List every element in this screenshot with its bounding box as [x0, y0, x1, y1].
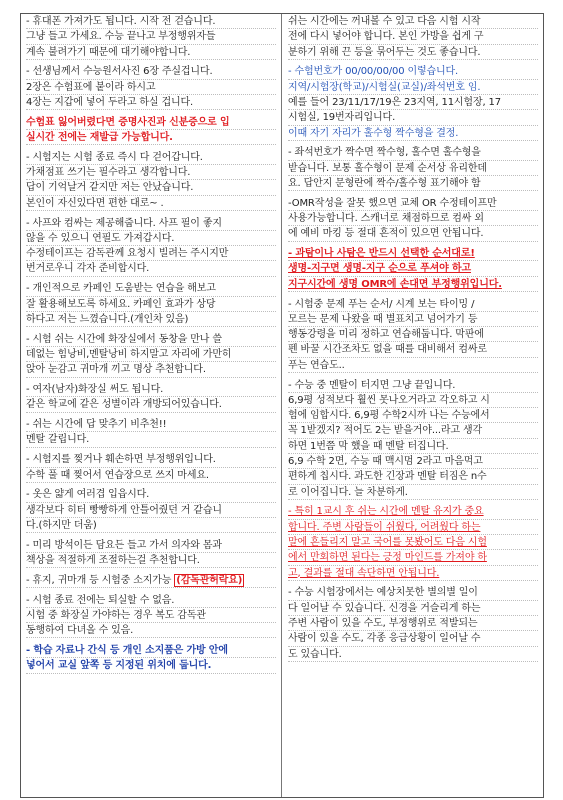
right-item-5	[288, 297, 538, 373]
text-line: 생각보다 히터 빵빵하게 안틀어줬던 거 같습니	[26, 503, 276, 518]
text-line: 시험 중 화장실 가야하는 경우 복도 감독관	[26, 608, 276, 623]
text-line: 실시간 전에는 재발급 가능합니다.	[26, 130, 276, 145]
text-line: 앉아 눈감고 귀마개 끼고 명상 추천합니다.	[26, 362, 276, 377]
left-item-13	[26, 593, 276, 639]
text-line: - 옷은 얇게 여러겹 입읍시다.	[26, 487, 276, 502]
text-line: 도 있습니다.	[288, 647, 538, 662]
text-line: 다.(하지만 더움)	[26, 518, 276, 533]
right-item-7	[288, 504, 538, 580]
text-line: 그냥 들고 가세요. 수능 끝나고 부정행위자들	[26, 29, 276, 44]
text-line: 번거로우니 각자 준비합시다.	[26, 261, 276, 276]
right-item-4	[288, 246, 538, 292]
left-item-4	[26, 216, 276, 277]
left-item-2	[26, 115, 276, 146]
right-item-0	[288, 14, 538, 60]
text-line: 잘 활용해보도록 하세요. 카페인 효과가 상당	[26, 297, 276, 312]
right-column	[282, 14, 543, 797]
text-line: 사용가능합니다. 스캐너로 채점하므로 컴싸 외	[288, 211, 538, 226]
text-line: - 과탐이나 사탐은 반드시 선택한 순서대로!	[288, 246, 538, 261]
text-line: - 개인적으로 카페인 도움받는 연습을 해보고	[26, 281, 276, 296]
text-line: 주변 사람이 있을 수도, 부정행위로 적발되는	[288, 616, 538, 631]
text-line: - 시험중 문제 푸는 순서/ 시계 보는 타이밍 /	[288, 297, 538, 312]
text-line: 않을 수 있으니 연필도 가져갑시다.	[26, 231, 276, 246]
text-line: - 수험번호가 00/00/00/00 이렇습니다.	[288, 64, 538, 79]
left-item-10	[26, 487, 276, 533]
text-line: - 여자(남자)화장실 써도 됩니다.	[26, 382, 276, 397]
text-line: 6,9평 성적보다 훨씬 못나오거라고 각오하고 시	[288, 393, 538, 408]
left-item-14	[26, 643, 276, 674]
text-line: 지구시간에 생명 OMR에 손대면 부정행위입니다.	[288, 277, 538, 292]
text-line: 요. 답안지 문형란에 짝수/홀수형 표기해야 함	[288, 176, 538, 191]
text-line: 본인이 자신있다면 편한 대로~ .	[26, 196, 276, 211]
left-item-5	[26, 281, 276, 327]
text-line: - 미리 방석이든 담요든 들고 가서 의자와 몸과	[26, 538, 276, 553]
left-item-7	[26, 382, 276, 413]
text-line: 받습니다. 보통 홀수형이 문제 순서상 유리한데	[288, 161, 538, 176]
left-item-1	[26, 64, 276, 110]
text-line: 예를 들어 23/11/17/19은 23지역, 11시험장, 17	[288, 95, 538, 110]
text-line: - 선생님께서 수능원서사진 6장 주실겁니다.	[26, 64, 276, 79]
text-line: 답이 기억날거 같지만 저는 안났습니다.	[26, 180, 276, 195]
text-line: 같은 학교에 같은 성별이라 개방되어있습니다.	[26, 397, 276, 412]
text-line: 분하기 위해 끈 등을 묶어두는 것도 좋습니다.	[288, 45, 538, 60]
left-item-12	[26, 573, 276, 588]
text-line: 로 이어집니다. 늘 차분하게.	[288, 485, 538, 500]
text-line: 꼭 1받겠지? 적어도 2는 받을거야...라고 생각	[288, 423, 538, 438]
text-line: 생명-지구면 생명-지구 순으로 푸셔야 하고	[288, 261, 538, 276]
text-line: 넣어서 교실 앞쪽 등 지정된 위치에 둡니다.	[26, 658, 276, 673]
left-item-9	[26, 452, 276, 483]
text-line: 험에 임합시다. 6,9평 수학2시까 나는 수능에서	[288, 408, 538, 423]
text-line: 멘탈 갈립니다.	[26, 432, 276, 447]
text-line: 푸는 연습도..	[288, 358, 538, 373]
text-line: - 수능 중 멘탈이 터지면 그냥 끝입니다.	[288, 378, 538, 393]
text-line: 하면 1번쯤 막 했을 때 멘탈 터집니다.	[288, 439, 538, 454]
left-column	[21, 14, 282, 797]
right-item-1	[288, 64, 538, 140]
left-item-3	[26, 150, 276, 211]
right-item-3	[288, 196, 538, 242]
text-line: 합니다. 주변 사람들이 쉬웠다, 어려웠다 하는	[288, 520, 538, 535]
text-line: 하다고 저는 느꼈습니다.(개인차 있음)	[26, 312, 276, 327]
text-line: 편하게 칩시다. 과도한 긴장과 멘탈 터짐은 n수	[288, 469, 538, 484]
text-line: 이때 자기 자리가 홀수형 짝수형을 결정.	[288, 126, 538, 141]
text-line: 모르는 문제 나왔을 때 별표치고 넘어가기 등	[288, 312, 538, 327]
text-line: - 시험지를 찢거나 훼손하면 부정행위입니다.	[26, 452, 276, 467]
left-item-0	[26, 14, 276, 60]
text-line: 다 일어날 수 있습니다. 신경을 거슬리게 하는	[288, 601, 538, 616]
text-line: - 사프와 컴싸는 제공해줍니다. 사프 필이 좋지	[26, 216, 276, 231]
text-line: 에서 만회하면 된다는 긍정 마인드를 가져야 하	[288, 550, 538, 565]
text-line: 책상을 적절하게 조절하는걸 추천합니다.	[26, 553, 276, 568]
text-line: - 수능 시험장에서는 예상치못한 별의별 일이	[288, 585, 538, 600]
right-item-6	[288, 378, 538, 500]
text-line: 고, 결과를 절대 속단하면 안됩니다.	[288, 566, 538, 581]
text-line: - 쉬는 시간에 답 맞추기 비추천!!	[26, 417, 276, 432]
text-line: 데없는 힘낭비,멘탈낭비 하지말고 자리에 가만히	[26, 347, 276, 362]
left-item-11	[26, 538, 276, 569]
text-line: 지역/시험장(학교)/시험실(교실)/좌석번호 임.	[288, 80, 538, 95]
text-line: 6,9 수학 2면, 수능 때 맥시멈 2라고 마음먹고	[288, 454, 538, 469]
text-line: - 학습 자료나 간식 등 개인 소지품은 가방 안에	[26, 643, 276, 658]
text-line: 계속 불려가기 때문에 대기해야합니다.	[26, 45, 276, 60]
left-item-8	[26, 417, 276, 448]
text-line: 동행하여 다녀올 수 있음.	[26, 623, 276, 638]
text-line: 사람이 있을 수도, 각종 응급상황이 일어날 수	[288, 631, 538, 646]
two-column-frame	[20, 13, 544, 798]
right-item-2	[288, 145, 538, 191]
text-line: 펜 바꿀 시간조차도 없을 때를 대비해서 컴싸로	[288, 342, 538, 357]
text-line: 가채점표 쓰기는 필수라고 생각합니다.	[26, 165, 276, 180]
text-line: 수학 풀 때 찢어서 연습장으로 쓰지 마세요.	[26, 468, 276, 483]
text-line: - 휴대폰 가져가도 됩니다. 시작 전 걷습니다.	[26, 14, 276, 29]
text-line: 수정테이프는 감독관께 요청시 빌려는 주시지만	[26, 246, 276, 261]
text-line: - 특히 1교시 후 쉬는 시간에 멘탈 유지가 중요	[288, 504, 538, 519]
text-line: 전에 다시 넣어야 합니다. 본인 가방을 쉽게 구	[288, 29, 538, 44]
text-line: -OMR작성을 잘못 했으면 교체 OR 수정테이프만	[288, 196, 538, 211]
text-line: 쉬는 시간에는 꺼내볼 수 있고 다음 시험 시작	[288, 14, 538, 29]
text-line: 에 예비 마킹 등 절대 흔적이 있으면 안됩니다.	[288, 226, 538, 241]
text-line: - 시험지는 시험 종료 즉시 다 걷어갑니다.	[26, 150, 276, 165]
text-line: - 시험 종료 전에는 퇴실할 수 없음.	[26, 593, 276, 608]
text-line: 4장는 지갑에 넣어 두라고 하실 겁니다.	[26, 95, 276, 110]
text-line: - 시험 쉬는 시간에 화장실에서 동창을 만나 쓸	[26, 332, 276, 347]
text-line: 말에 흔들리지 말고 국어를 못봤어도 다음 시험	[288, 535, 538, 550]
text-line: 2장은 수험표에 붙이라 하시고	[26, 80, 276, 95]
left-item-6	[26, 332, 276, 378]
permission-badge: (감독관허락요)	[176, 574, 243, 586]
text-line: 행동강령을 미리 정하고 연습해둡니다. 막판에	[288, 327, 538, 342]
right-item-8	[288, 585, 538, 661]
text-line: - 좌석번호가 짝수면 짝수형, 홀수면 홀수형을	[288, 145, 538, 160]
text-line: - 휴지, 귀마개 등 시험중 소지가능 (감독관허락요)	[26, 573, 276, 588]
text-line: 수험표 잃어버렸다면 증명사진과 신분증으로 입	[26, 115, 276, 130]
text-line: 시험실, 19번자리입니다.	[288, 110, 538, 125]
